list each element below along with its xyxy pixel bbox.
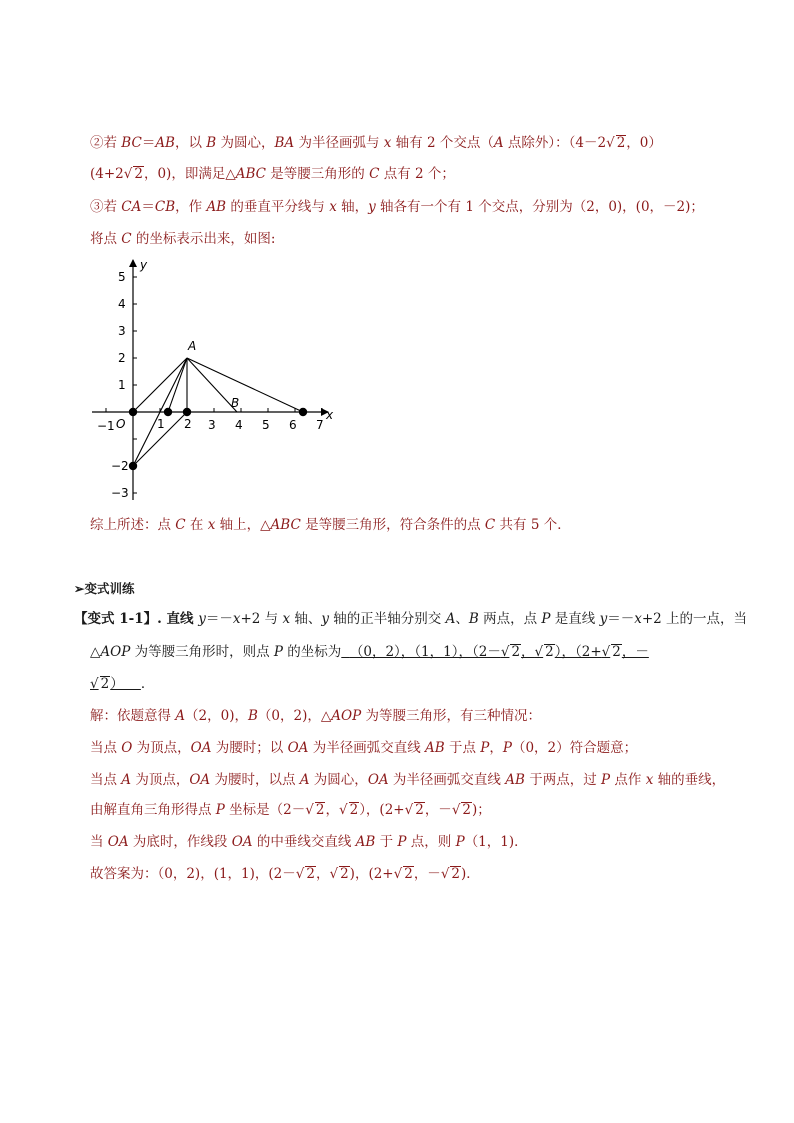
point-c4 — [129, 462, 137, 470]
summary-line: 综上所述：点 C 在 x 轴上，△ABC 是等腰三角形，符合条件的点 C 共有 5 个． — [90, 517, 571, 533]
x-tick-label: 6 — [289, 418, 297, 432]
segment-a-c3 — [187, 358, 303, 412]
x-axis-label: x — [326, 408, 334, 422]
y-tick-label: 2 — [118, 351, 126, 365]
x-tick-label: −1 — [97, 419, 115, 433]
segment-ab — [187, 358, 240, 412]
point-c1 — [164, 408, 172, 416]
x-tick-label: 2 — [184, 417, 192, 431]
point-b-label: B — [231, 396, 240, 410]
solution-line3: 当点 A 为顶点，OA 为腰时，以点 A 为圆心，OA 为半径画弧交直线 AB 于两点，过 P 点作 x 轴的垂线， — [90, 772, 726, 788]
point-c2 — [183, 408, 191, 416]
y-tick-label: 1 — [118, 378, 126, 392]
problem-line3: √ 2） ． — [90, 676, 155, 692]
point-c3 — [299, 408, 307, 416]
segment-oa — [133, 358, 187, 412]
problem-line1: 【变式 1-1】. 直线 y＝－x+2 与 x 轴、y 轴的正半轴分别交 A、B 两点，点 P 是直线 y＝－x+2 上的一点，当 — [74, 611, 748, 627]
y-tick-label: 4 — [118, 297, 126, 311]
x-tick-label: 4 — [235, 418, 243, 432]
x-tick-label: 5 — [262, 418, 270, 432]
point-a-label: A — [188, 339, 197, 353]
y-tick-label: 3 — [118, 324, 126, 338]
x-tick-label: 3 — [208, 418, 216, 432]
segment-a-c1 — [168, 358, 187, 412]
solution-line6: 故答案为：（0，2)，(1，1)，(2－√ 2，√ 2)，(2+√ 2，－√ 2)． — [90, 866, 480, 882]
solution-line2: 当点 O 为顶点，OA 为腰时；以 OA 为半径画弧交直线 AB 于点 P，P（0，2）符合题意； — [90, 740, 638, 756]
solution-line1: 解：依题意得 A（2，0)，B（0，2)，△AOP 为等腰三角形，有三种情况： — [90, 708, 541, 724]
section-heading: ➢变式训练 — [74, 581, 135, 596]
y-tick-label: −3 — [111, 486, 129, 500]
solution-line4: 由解直角三角形得点 P 坐标是（2－√ 2，√ 2），(2+√ 2，－√ 2)； — [90, 802, 491, 818]
solution-line5: 当 OA 为底时，作线段 OA 的中垂线交直线 AB 于 P 点，则 P（1，1)． — [90, 834, 528, 850]
x-tick-label: 1 — [157, 417, 165, 431]
case3-line: ③若 CA＝CB，作 AB 的垂直平分线与 x 轴，y 轴各有一个有 1 个交点，分别为（2，0)，(0，－2)； — [90, 199, 704, 215]
figure-intro: 将点 C 的坐标表示出来，如图: — [90, 231, 276, 247]
y-tick-label: −2 — [111, 459, 129, 473]
problem-line2: △AOP 为等腰三角形时，则点 P 的坐标为 （0，2），（1，1），（2－√ 2，√ 2），（2+√ 2，－ — [90, 644, 649, 660]
y-tick-label: 5 — [118, 270, 126, 284]
case2-line1: ②若 BC＝AB，以 B 为圆心，BA 为半径画弧与 x 轴有 2 个交点（A 点除外）：（4－2√ 2，0） — [90, 135, 662, 151]
origin-label: O — [116, 417, 126, 431]
arrow-icon: ➢ — [74, 581, 85, 596]
x-tick-label: 7 — [316, 418, 324, 432]
y-axis-label: y — [140, 258, 148, 272]
case2-line2: (4+2√ 2，0)，即满足△ABC 是等腰三角形的 C 点有 2 个； — [90, 166, 455, 182]
point-c-origin — [129, 408, 137, 416]
coordinate-figure — [88, 252, 348, 504]
